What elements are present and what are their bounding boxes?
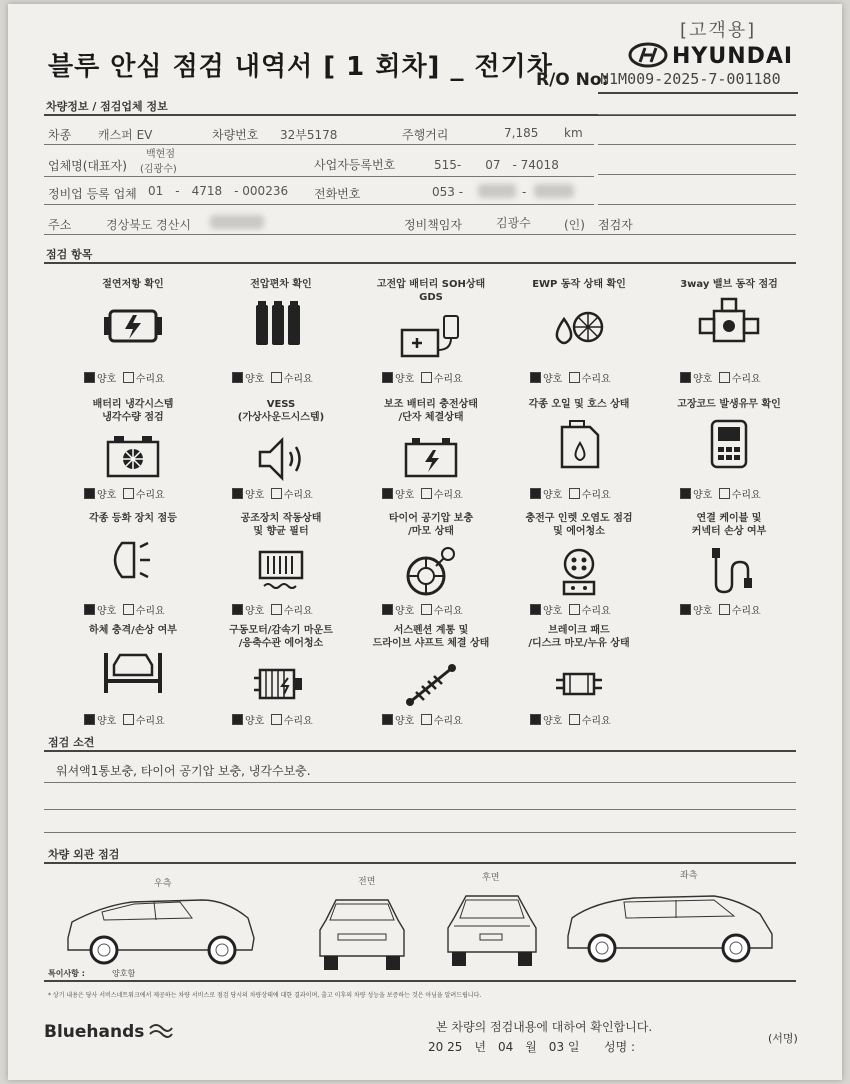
repair-checkbox[interactable] — [569, 372, 580, 383]
hyundai-logo-icon — [628, 42, 668, 68]
sign-suffix: (서명) — [768, 1032, 798, 1045]
ro-number-value: N1M009-2025-7-001180 — [600, 70, 781, 88]
inspection-result — [530, 712, 611, 727]
inspection-result — [382, 486, 463, 501]
hyundai-logo — [628, 42, 668, 72]
view-front-label: 전면 — [358, 877, 376, 887]
findings-section-title: 점검 소견 — [48, 736, 95, 749]
repair-label: 수리요 — [581, 374, 611, 385]
inspection-item — [356, 624, 506, 710]
mileage-label: 주행거리 — [402, 128, 449, 142]
inspection-item-title: 브레이크 패드 /디스크 마모/누유 상태 — [528, 625, 630, 649]
repair-checkbox[interactable] — [271, 372, 282, 383]
good-label: 양호 — [97, 716, 117, 727]
good-label: 양호 — [97, 374, 117, 385]
car-front-diagram — [312, 890, 412, 974]
divider — [44, 809, 796, 810]
repair-label: 수리요 — [433, 606, 463, 617]
divider — [44, 832, 796, 833]
inspection-item-title: 하체 충격/손상 여부 — [89, 625, 177, 636]
repair-checkbox[interactable] — [123, 488, 134, 499]
inspection-item-title: 충전구 인렛 오염도 점검 및 에어청소 — [525, 513, 633, 537]
repair-label: 수리요 — [283, 716, 313, 727]
car-left-side-diagram — [564, 886, 778, 968]
good-label: 양호 — [395, 374, 415, 385]
divider — [598, 114, 796, 115]
good-checkbox[interactable] — [530, 372, 541, 383]
good-label: 양호 — [693, 606, 713, 617]
good-checkbox[interactable] — [382, 604, 393, 615]
inspection-item — [206, 624, 356, 710]
repair-label: 수리요 — [283, 374, 313, 385]
good-checkbox[interactable] — [680, 488, 691, 499]
gds-battery-icon — [396, 310, 466, 364]
car-rear-diagram — [440, 886, 544, 970]
address-label: 주소 — [48, 218, 72, 232]
repair-label: 수리요 — [581, 606, 611, 617]
inspection-item-title: 절연저항 확인 — [102, 279, 164, 290]
repair-checkbox[interactable] — [421, 604, 432, 615]
inspection-item — [206, 278, 356, 351]
good-checkbox[interactable] — [84, 488, 95, 499]
inspection-result — [530, 370, 611, 385]
bluehands-logo: Bluehands — [44, 1022, 145, 1042]
inspection-item — [654, 398, 804, 471]
confirm-date: 20 25 년 04 월 03 일 — [428, 1040, 580, 1054]
good-checkbox[interactable] — [84, 604, 95, 615]
repair-label: 수리요 — [731, 374, 761, 385]
inspection-item-title: 보조 배터리 충전상태 /단자 체결상태 — [384, 399, 478, 423]
inspection-sheet — [8, 4, 842, 1080]
repair-label: 수리요 — [433, 716, 463, 727]
disclaimer: * 상기 내용은 당사 서비스네트워크에서 제공하는 차량 서비스로 점검 당시의 차량상태에 대한 결과이며, 출고 이후의 차량 성능을 보증하는 것은 아님을 알려드립니다. — [48, 992, 482, 999]
bluehands-wave-icon — [148, 1022, 174, 1040]
inspection-result — [84, 370, 165, 385]
view-right-label: 우측 — [154, 879, 172, 889]
page-title: 블루 안심 점검 내역서 [ 1 회차] _ 전기차 — [48, 52, 553, 82]
good-checkbox[interactable] — [382, 714, 393, 725]
biz-no-label: 사업자등록번호 — [314, 158, 396, 172]
brake-icon — [544, 656, 614, 710]
inspection-item — [504, 278, 654, 351]
inspection-result — [680, 486, 761, 501]
inspection-result — [530, 486, 611, 501]
remarks-label: 특이사항 : — [48, 969, 85, 978]
inspection-item-title: 전압편차 확인 — [250, 279, 312, 290]
reg-label: 정비업 등록 업체 — [48, 187, 137, 201]
repair-label: 수리요 — [135, 716, 165, 727]
address-value: 경상북도 경산시 — [106, 218, 191, 232]
inspection-item — [206, 398, 356, 484]
good-label: 양호 — [693, 490, 713, 501]
cable-icon — [694, 544, 764, 598]
inspector-label: 점검자 — [598, 218, 633, 232]
inspection-result — [84, 712, 165, 727]
company-label: 업체명(대표자) — [48, 159, 127, 173]
inspection-item — [504, 624, 654, 710]
inspection-item — [58, 398, 208, 484]
good-checkbox[interactable] — [232, 604, 243, 615]
tire-icon — [396, 544, 466, 598]
view-left-label: 좌측 — [680, 871, 698, 881]
customer-copy-label: [고객용] — [680, 20, 757, 41]
repair-checkbox[interactable] — [421, 488, 432, 499]
repair-label: 수리요 — [283, 606, 313, 617]
divider — [598, 144, 796, 145]
repair-label: 수리요 — [135, 490, 165, 501]
good-label: 양호 — [395, 716, 415, 727]
speaker-icon — [246, 430, 316, 484]
battery-cells-icon — [246, 297, 316, 351]
plate-label: 차량번호 — [212, 128, 259, 142]
phone-value: 053 - — [432, 185, 464, 199]
repair-checkbox[interactable] — [271, 604, 282, 615]
inspection-result — [382, 602, 463, 617]
scanner-icon — [694, 417, 764, 471]
good-label: 양호 — [543, 716, 563, 727]
repair-checkbox[interactable] — [123, 714, 134, 725]
good-checkbox[interactable] — [530, 714, 541, 725]
inspection-item — [58, 278, 208, 351]
good-checkbox[interactable] — [232, 488, 243, 499]
inspection-item-title: 공조장치 작동상태 및 향균 필터 — [240, 513, 322, 537]
mileage-value: 7,185 — [504, 126, 539, 140]
good-checkbox[interactable] — [680, 372, 691, 383]
good-checkbox[interactable] — [530, 488, 541, 499]
brand-name: HYUNDAI — [672, 44, 794, 69]
good-label: 양호 — [543, 606, 563, 617]
inspection-item-title: 연결 케이블 및 커넥터 손상 여부 — [691, 513, 767, 537]
divider — [44, 862, 796, 864]
repair-checkbox[interactable] — [421, 714, 432, 725]
repair-checkbox[interactable] — [271, 488, 282, 499]
car-type-value: 캐스퍼 EV — [98, 128, 153, 142]
valve-icon — [694, 297, 764, 351]
repair-checkbox[interactable] — [569, 488, 580, 499]
redacted-phone-mid — [478, 184, 516, 198]
redacted-address — [210, 215, 264, 229]
divider — [44, 262, 796, 264]
repair-checkbox[interactable] — [569, 714, 580, 725]
lift-icon — [98, 643, 168, 697]
good-checkbox[interactable] — [84, 714, 95, 725]
aux-battery-icon — [396, 430, 466, 484]
good-label: 양호 — [693, 374, 713, 385]
divider — [44, 204, 594, 205]
good-label: 양호 — [245, 490, 265, 501]
sign-label: 성명 : — [604, 1040, 636, 1054]
suspension-icon — [396, 656, 466, 710]
divider — [44, 980, 796, 982]
inspection-result — [680, 602, 761, 617]
repair-checkbox[interactable] — [421, 372, 432, 383]
inspection-item-title: 고장코드 발생유무 확인 — [677, 399, 781, 410]
good-checkbox[interactable] — [530, 604, 541, 615]
inspection-item — [206, 512, 356, 598]
inspection-item — [356, 398, 506, 484]
good-label: 양호 — [543, 490, 563, 501]
divider — [598, 204, 796, 205]
redacted-phone-end — [534, 184, 574, 198]
divider — [44, 144, 594, 145]
repair-checkbox[interactable] — [271, 714, 282, 725]
inspection-item-title: 3way 밸브 동작 점검 — [680, 279, 778, 290]
biz-no-value: 515- 07 - 74018 — [434, 158, 559, 172]
divider — [44, 750, 796, 752]
insulation-icon — [98, 297, 168, 351]
inspection-result — [382, 712, 463, 727]
ro-underline — [598, 92, 798, 94]
divider — [44, 234, 796, 235]
inspection-item-title: 서스펜션 계통 및 드라이브 샤프트 체결 상태 — [372, 625, 490, 649]
good-label: 양호 — [97, 606, 117, 617]
coolant-icon — [98, 430, 168, 484]
inspection-item — [504, 512, 654, 598]
inspection-item-title: 고전압 배터리 SOH상태 GDS — [376, 279, 486, 303]
mechanic-label: 정비책임자 — [404, 218, 462, 232]
inspection-item-title: 각종 오일 및 호스 상태 — [528, 399, 630, 410]
inspection-result — [84, 602, 165, 617]
repair-checkbox[interactable] — [123, 604, 134, 615]
mechanic-value: 김광수 — [496, 216, 531, 230]
repair-label: 수리요 — [135, 606, 165, 617]
good-label: 양호 — [543, 374, 563, 385]
divider — [44, 176, 594, 177]
repair-checkbox[interactable] — [719, 372, 730, 383]
motor-icon — [246, 656, 316, 710]
inspection-result — [84, 486, 165, 501]
repair-checkbox[interactable] — [123, 372, 134, 383]
repair-label: 수리요 — [581, 716, 611, 727]
water-pump-icon — [544, 297, 614, 351]
findings-text: 워셔액1통보충, 타이어 공기압 보충, 냉각수보충. — [56, 764, 311, 778]
plate-value: 32부5178 — [280, 128, 338, 142]
good-label: 양호 — [245, 716, 265, 727]
good-label: 양호 — [245, 374, 265, 385]
repair-label: 수리요 — [731, 490, 761, 501]
company-name: 백현점 — [146, 149, 175, 160]
phone-dash: - — [522, 185, 527, 199]
good-checkbox[interactable] — [382, 488, 393, 499]
good-checkbox[interactable] — [382, 372, 393, 383]
inspection-item — [356, 278, 506, 364]
inspection-item — [654, 278, 804, 351]
good-label: 양호 — [245, 606, 265, 617]
inspection-item-title: VESS (가상사운드시스템) — [237, 399, 325, 423]
inspection-item-title: 배터리 냉각시스템 냉각수량 점검 — [92, 399, 174, 423]
charge-inlet-icon — [544, 544, 614, 598]
vehicle-info-title: 차량정보 / 점검업체 정보 — [46, 100, 168, 113]
inspection-result — [530, 602, 611, 617]
ro-number-label: R/O No: — [536, 70, 609, 90]
inspection-item-title: EWP 동작 상태 확인 — [532, 279, 626, 290]
repair-label: 수리요 — [433, 490, 463, 501]
inspection-result — [232, 486, 313, 501]
repair-label: 수리요 — [581, 490, 611, 501]
inspection-item-title: 구동모터/감속기 마운트 /응축수관 에어청소 — [229, 625, 333, 649]
inspection-item — [58, 512, 208, 585]
inspection-item — [58, 624, 208, 697]
inspection-item-title: 타이어 공기압 보충 /마모 상태 — [388, 513, 474, 537]
inspection-result — [232, 712, 313, 727]
confirm-text: 본 차량의 점검내용에 대하여 확인합니다. — [436, 1020, 653, 1034]
good-checkbox[interactable] — [84, 372, 95, 383]
car-type-label: 차종 — [48, 128, 72, 142]
inspection-item — [356, 512, 506, 598]
inspection-item — [504, 398, 654, 471]
oil-can-icon — [544, 417, 614, 471]
view-rear-label: 후면 — [482, 873, 500, 883]
repair-label: 수리요 — [283, 490, 313, 501]
headlight-icon — [98, 531, 168, 585]
good-checkbox[interactable] — [232, 714, 243, 725]
repair-checkbox[interactable] — [719, 604, 730, 615]
good-label: 양호 — [97, 490, 117, 501]
inspection-result — [232, 602, 313, 617]
good-label: 양호 — [395, 490, 415, 501]
inspection-result — [382, 370, 463, 385]
inspection-result — [232, 370, 313, 385]
seal-mark: (인) — [564, 218, 585, 232]
good-label: 양호 — [395, 606, 415, 617]
divider — [598, 174, 796, 175]
phone-label: 전화번호 — [314, 187, 361, 201]
good-checkbox[interactable] — [680, 604, 691, 615]
good-checkbox[interactable] — [232, 372, 243, 383]
repair-checkbox[interactable] — [719, 488, 730, 499]
repair-checkbox[interactable] — [569, 604, 580, 615]
repair-label: 수리요 — [731, 606, 761, 617]
inspection-result — [680, 370, 761, 385]
repair-label: 수리요 — [135, 374, 165, 385]
inspection-item-title: 각종 등화 장치 점등 — [89, 513, 177, 524]
divider — [44, 782, 796, 783]
ac-filter-icon — [246, 544, 316, 598]
repair-label: 수리요 — [433, 374, 463, 385]
reg-no-value: 01 - 4718 - 000236 — [148, 184, 289, 198]
remarks-value: 양호함 — [112, 969, 136, 978]
exterior-section-title: 차량 외관 점검 — [48, 848, 120, 861]
company-rep: (김광수) — [140, 164, 177, 175]
inspection-item — [654, 512, 804, 598]
inspection-section-title: 점검 항목 — [46, 248, 93, 261]
mileage-unit: km — [564, 126, 583, 140]
car-right-side-diagram — [62, 888, 258, 968]
